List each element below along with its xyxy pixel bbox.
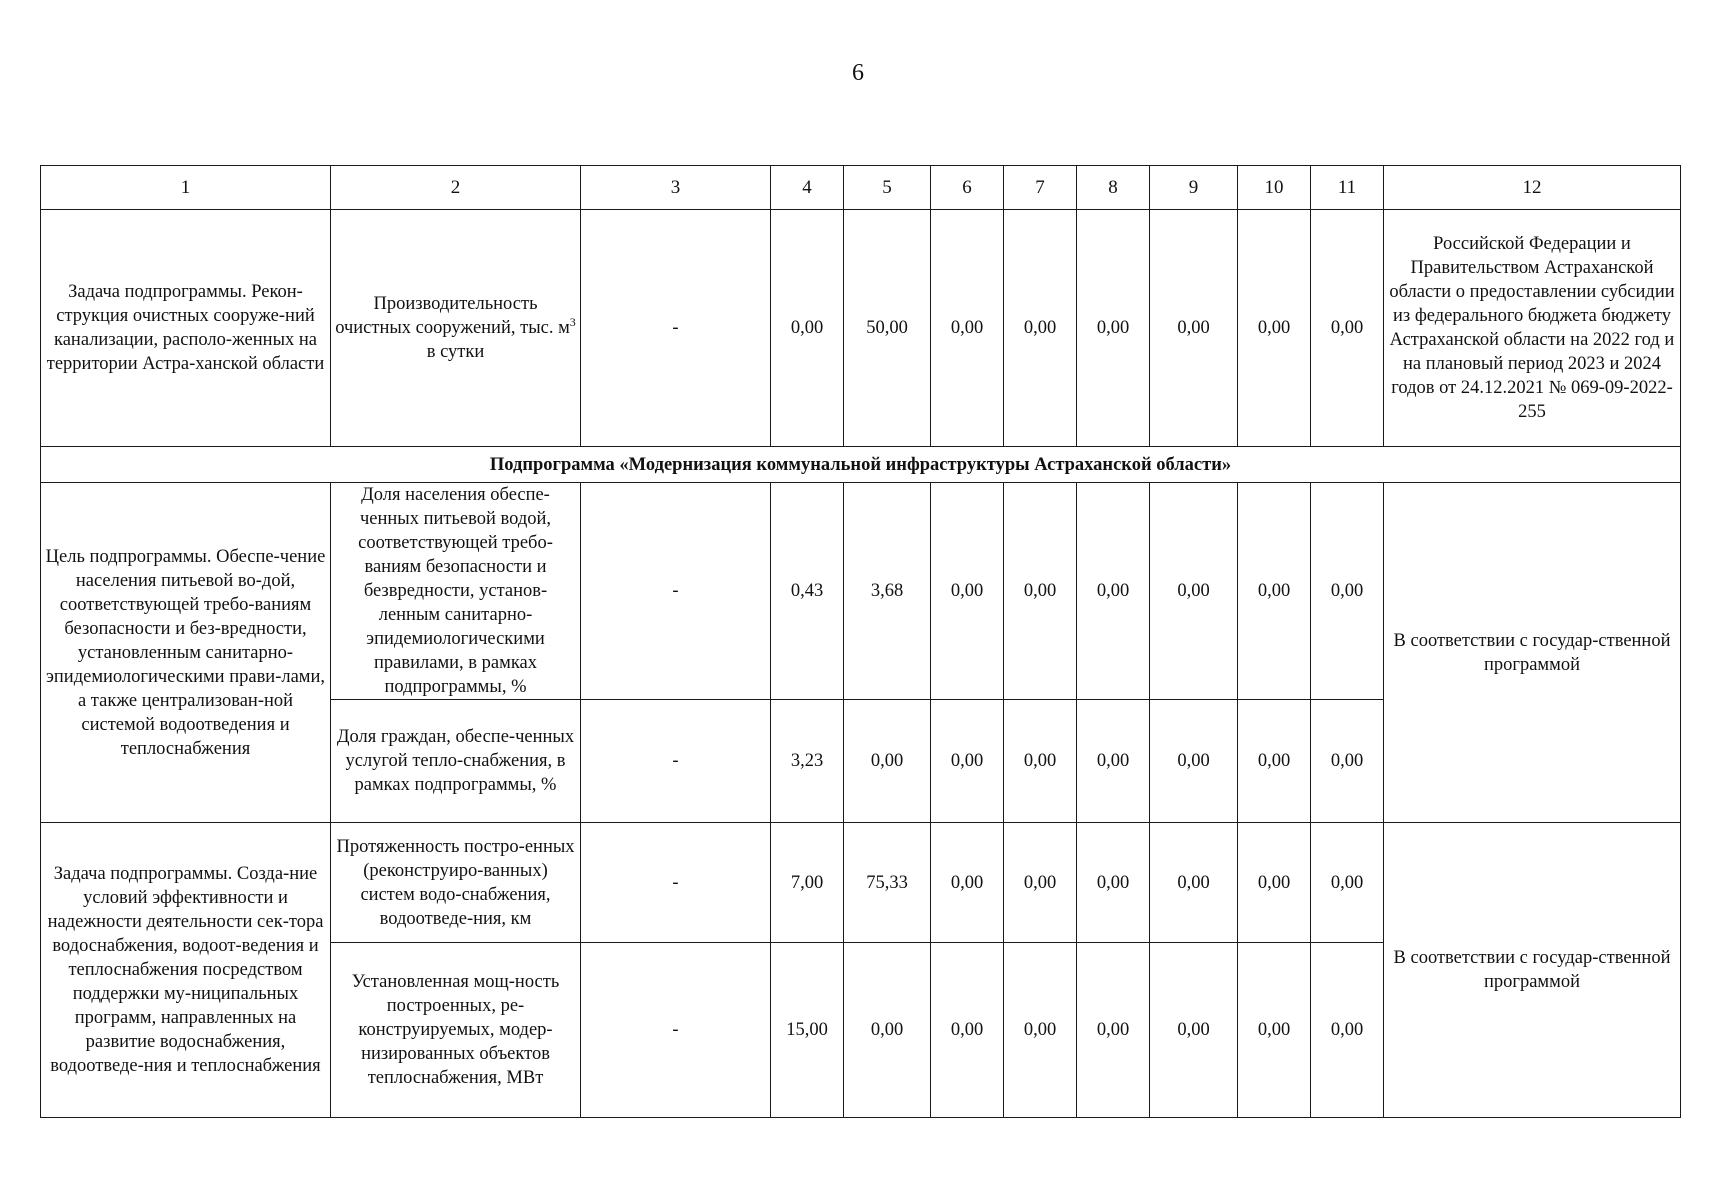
value-cell: 0,00 xyxy=(1004,943,1077,1118)
value-cell: 0,00 xyxy=(1077,700,1150,823)
column-header: 7 xyxy=(1004,166,1077,210)
task-description: Задача подпрограммы. Рекон-струкция очистных сооруже-ний канализации, располо-женных на территории Астра-ханской области xyxy=(41,210,331,447)
indicator-name: Доля граждан, обеспе-ченных услугой тепло-снабжения, в рамках подпрограммы, % xyxy=(331,700,581,823)
table-row xyxy=(41,483,1681,700)
value-cell: 0,00 xyxy=(1004,483,1077,700)
value-cell: 0,00 xyxy=(771,210,844,447)
note-cell: В соответствии с государ-ственной программой xyxy=(1384,483,1681,823)
value-cell: 0,00 xyxy=(931,210,1004,447)
column-header: 2 xyxy=(331,166,581,210)
value-cell: 0,00 xyxy=(1004,700,1077,823)
note-cell: Российской Федерации и Правительством Астраханской области о предоставлении субсидии из федерального бюджета бюджету Астраханской области на 2022 год и на плановый период 2023 и 2024 годов от 24.12.2021 № 069-09-2022-255 xyxy=(1384,210,1681,447)
value-cell: 0,00 xyxy=(1150,943,1238,1118)
value-cell: 15,00 xyxy=(771,943,844,1118)
indicator-name: Установленная мощ-ность построенных, ре-конструируемых, модер-низированных объектов теплоснабжения, МВт xyxy=(331,943,581,1118)
subprogram-row xyxy=(41,447,1681,483)
value-cell: 0,00 xyxy=(1077,943,1150,1118)
value-cell: 0,00 xyxy=(1150,700,1238,823)
column-header: 3 xyxy=(581,166,771,210)
value-cell: 0,00 xyxy=(1004,823,1077,943)
value-cell: 75,33 xyxy=(844,823,931,943)
value-cell: 0,00 xyxy=(1150,210,1238,447)
task-description: Задача подпрограммы. Созда-ние условий эффективности и надежности деятельности сек-тора водоснабжения, водоот-ведения и теплоснабжения посредством поддержки му-ниципальных программ, направленных на развитие водоснабжения, водоотведе-ния и теплоснабжения xyxy=(41,823,331,1118)
column-number-row xyxy=(41,166,1681,210)
column-header: 10 xyxy=(1238,166,1311,210)
dash-cell: - xyxy=(581,700,771,823)
column-header: 12 xyxy=(1384,166,1681,210)
value-cell: 0,00 xyxy=(931,700,1004,823)
value-cell: 3,23 xyxy=(771,700,844,823)
value-cell: 0,00 xyxy=(1150,483,1238,700)
value-cell: 0,00 xyxy=(1238,700,1311,823)
value-cell: 0,00 xyxy=(1077,483,1150,700)
value-cell: 0,43 xyxy=(771,483,844,700)
value-cell: 0,00 xyxy=(931,943,1004,1118)
page-number: 6 xyxy=(852,60,864,86)
superscript: 3 xyxy=(569,314,576,329)
value-cell: 0,00 xyxy=(1004,210,1077,447)
column-header: 11 xyxy=(1311,166,1384,210)
value-cell: 0,00 xyxy=(844,943,931,1118)
indicator-name: Протяженность постро-енных (реконструиро-ванных) систем водо-снабжения, водоотведе-ния, км xyxy=(331,823,581,943)
indicator-name: Доля населения обеспе-ченных питьевой водой, соответствующей требо-ваниям безопасности и безвредности, установ-ленным санитарно-эпидемиологическими правилами, в рамках подпрограммы, % xyxy=(331,483,581,700)
column-header: 4 xyxy=(771,166,844,210)
subprogram-title: Подпрограмма «Модернизация коммунальной инфраструктуры Астраханской области» xyxy=(41,447,1681,483)
table-row xyxy=(41,823,1681,943)
table-row xyxy=(41,210,1681,447)
value-cell: 7,00 xyxy=(771,823,844,943)
column-header: 8 xyxy=(1077,166,1150,210)
indicator-name: Производительность очистных сооружений, тыс. $м^3$ в сутки xyxy=(331,210,581,447)
value-cell: 0,00 xyxy=(1311,210,1384,447)
value-cell: 0,00 xyxy=(1238,943,1311,1118)
value-cell: 0,00 xyxy=(844,700,931,823)
value-cell: 0,00 xyxy=(1311,943,1384,1118)
column-header: 1 xyxy=(41,166,331,210)
value-cell: 0,00 xyxy=(1238,483,1311,700)
column-header: 9 xyxy=(1150,166,1238,210)
value-cell: 0,00 xyxy=(1077,210,1150,447)
dash-cell: - xyxy=(581,943,771,1118)
goal-description: Цель подпрограммы. Обеспе-чение населения питьевой во-дой, соответствующей требо-ваниям безопасности и без-вредности, установленным санитарно-эпидемиологическими прави-лами, а также централизован-ной системой водоотведения и теплоснабжения xyxy=(41,483,331,823)
value-cell: 0,00 xyxy=(1238,210,1311,447)
value-cell: 0,00 xyxy=(1238,823,1311,943)
dash-cell: - xyxy=(581,483,771,700)
note-cell: В соответствии с государ-ственной программой xyxy=(1384,823,1681,1118)
value-cell: 0,00 xyxy=(1311,483,1384,700)
dash-cell: - xyxy=(581,210,771,447)
dash-cell: - xyxy=(581,823,771,943)
value-cell: 50,00 xyxy=(844,210,931,447)
column-header: 6 xyxy=(931,166,1004,210)
column-header: 5 xyxy=(844,166,931,210)
value-cell: 0,00 xyxy=(931,483,1004,700)
value-cell: 0,00 xyxy=(1077,823,1150,943)
value-cell: 0,00 xyxy=(1311,700,1384,823)
value-cell: 3,68 xyxy=(844,483,931,700)
value-cell: 0,00 xyxy=(1150,823,1238,943)
indicators-table xyxy=(40,165,1681,1118)
value-cell: 0,00 xyxy=(931,823,1004,943)
value-cell: 0,00 xyxy=(1311,823,1384,943)
